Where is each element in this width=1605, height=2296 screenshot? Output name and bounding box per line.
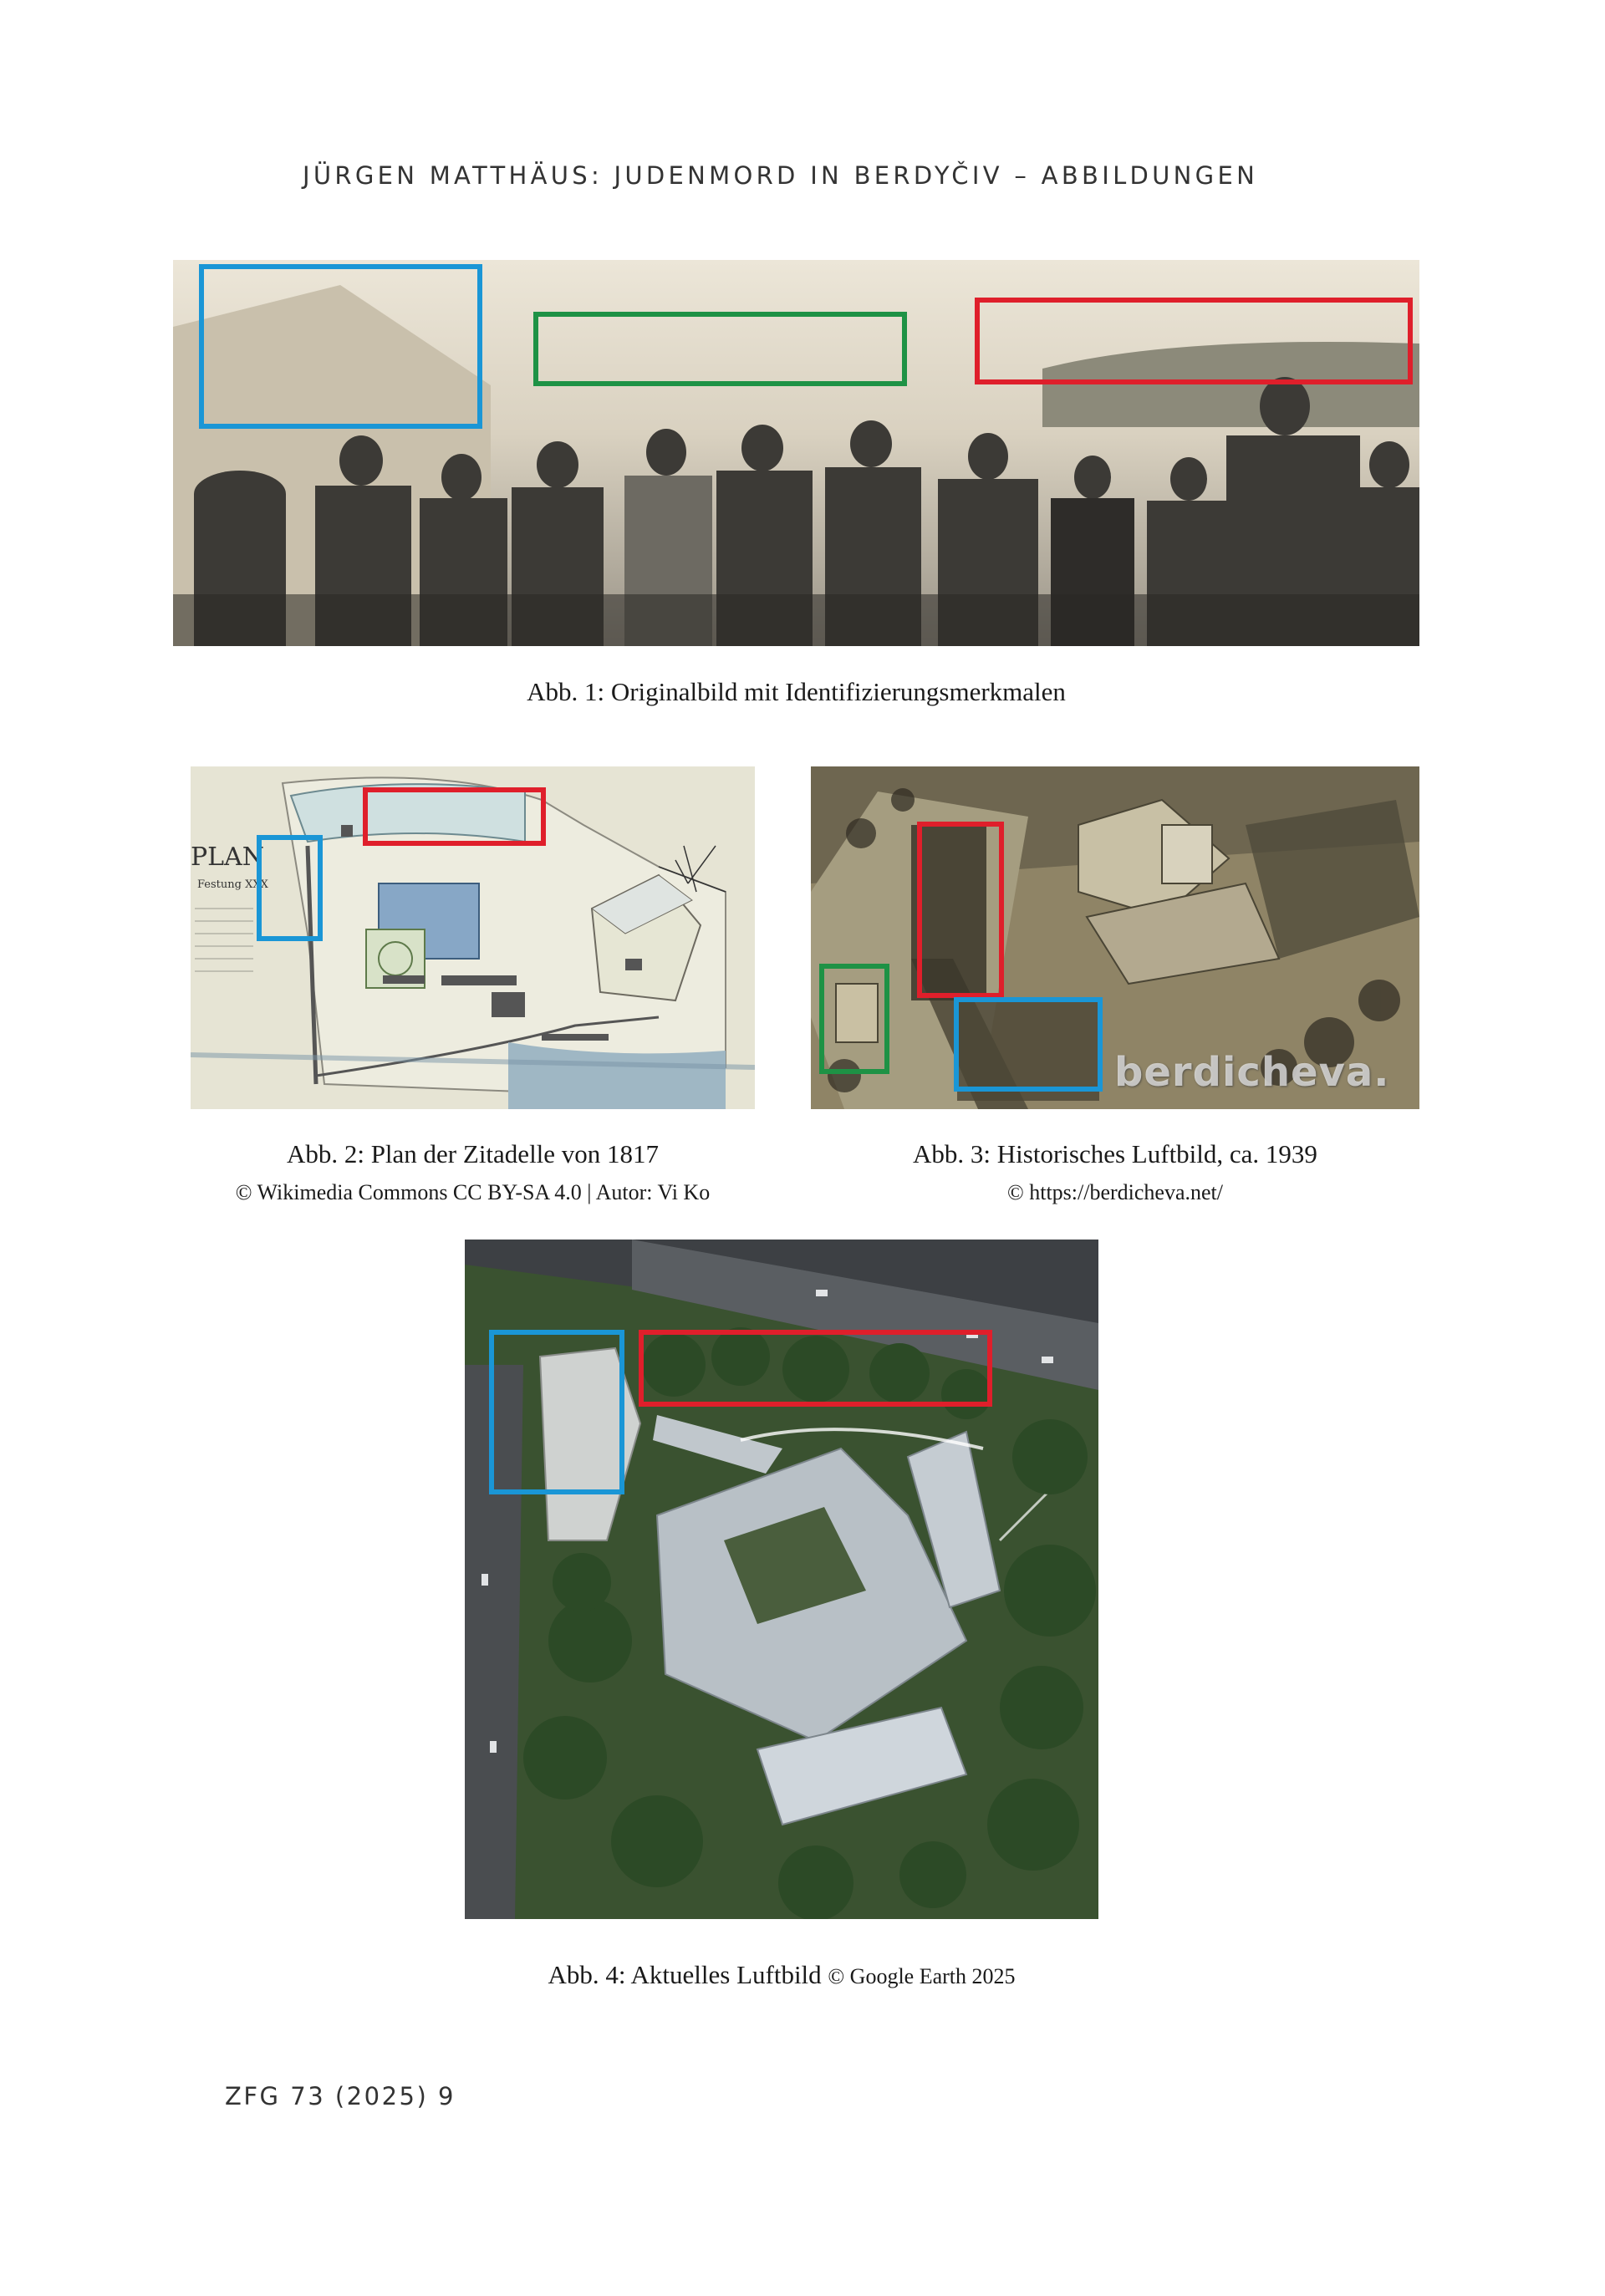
marker-blue xyxy=(489,1330,624,1494)
figure-2-credit: © Wikimedia Commons CC BY-SA 4.0 | Autor: Vi Ko xyxy=(235,1180,711,1204)
figure-4-aerial-current xyxy=(465,1240,1098,1919)
berdicheva-watermark: berdicheva. xyxy=(1114,1049,1390,1096)
figure-2-plan xyxy=(191,766,755,1109)
figure-4-caption: Abb. 4: Aktuelles Luftbild xyxy=(548,1960,822,1989)
marker-red xyxy=(917,822,1004,998)
figure-3-credit: © https://berdicheva.net/ xyxy=(1006,1180,1224,1204)
marker-green xyxy=(819,964,889,1074)
figure-1-caption: Abb. 1: Originalbild mit Identifizierungsmerkmalen xyxy=(527,677,1066,706)
figure-3-caption: Abb. 3: Historisches Luftbild, ca. 1939 xyxy=(913,1139,1317,1168)
marker-green xyxy=(533,312,907,386)
figure-3-aerial-historic xyxy=(811,766,1419,1109)
marker-blue xyxy=(257,835,323,941)
marker-blue xyxy=(199,264,482,429)
svg-text:Festung XXX: Festung XXX xyxy=(197,878,268,891)
marker-blue xyxy=(954,997,1103,1092)
figure-2-caption: Abb. 2: Plan der Zitadelle von 1817 xyxy=(286,1139,660,1168)
figure-4-credit: © Google Earth 2025 xyxy=(828,1964,1016,1988)
marker-red xyxy=(363,787,546,846)
figure-1-photo xyxy=(173,260,1419,646)
marker-red xyxy=(639,1330,992,1407)
running-header: JÜRGEN MATTHÄUS: JUDENMORD IN BERDYČIV – ABBILDUNGEN xyxy=(303,161,1259,190)
plan-title-text: PLAN xyxy=(191,843,265,872)
marker-red xyxy=(975,298,1413,384)
figure-4-caption-line xyxy=(465,1960,1098,1990)
page-footer: ZFG 73 (2025) 9 xyxy=(225,2082,456,2110)
